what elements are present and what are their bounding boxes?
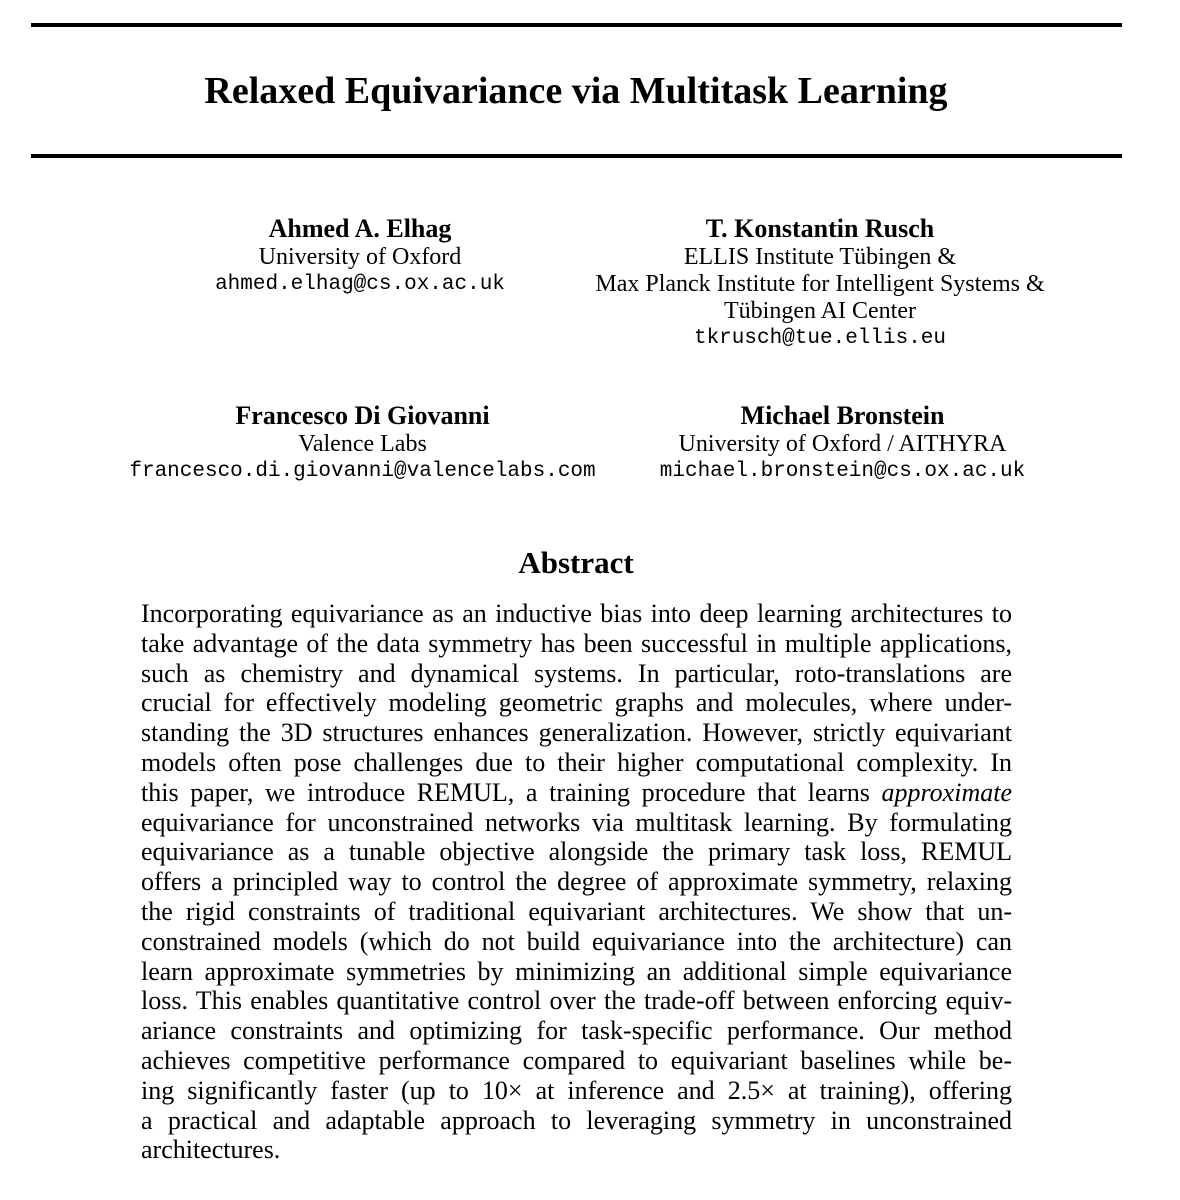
author-name: Francesco Di Giovanni <box>235 401 490 430</box>
abstract-body <box>141 599 1012 1165</box>
author-affiliation: University of Oxford / AITHYRA <box>678 431 1007 457</box>
abstract-line-text: this paper, we introduce REMUL, a training procedure that learns <box>141 777 882 807</box>
author-name: T. Konstantin Rusch <box>705 214 935 243</box>
author-block <box>150 214 570 299</box>
abstract-line: equivariance as a tunable objective alongside the primary task loss, REMUL <box>141 837 1012 867</box>
author-affiliation: Max Planck Institute for Intelligent Systems & <box>595 271 1045 297</box>
author-email: tkrusch@tue.ellis.eu <box>693 327 947 350</box>
abstract-line <box>141 778 1012 808</box>
author-email: michael.bronstein@cs.ox.ac.uk <box>659 460 1026 483</box>
emphasis-approximate: approximate <box>881 777 1012 807</box>
abstract-line: ing significantly faster (up to 10× at inference and 2.5× at training), offering <box>141 1075 1012 1105</box>
abstract-line: loss. This enables quantitative control over the trade-off between enforcing equiv- <box>141 986 1012 1016</box>
abstract-line: achieves competitive performance compared to equivariant baselines while be- <box>141 1045 1012 1075</box>
author-name: Michael Bronstein <box>740 401 945 430</box>
author-affiliation: ELLIS Institute Tübingen & <box>683 244 957 270</box>
abstract-line: models often pose challenges due to their higher computational complexity. In <box>141 747 1012 777</box>
author-block <box>100 401 625 486</box>
author-name: Ahmed A. Elhag <box>268 214 452 243</box>
author-affiliation: Tübingen AI Center <box>724 298 916 324</box>
abstract-line: standing the 3D structures enhances generalization. However, strictly equivariant <box>141 718 1012 748</box>
abstract-line: Incorporating equivariance as an inductive bias into deep learning architectures to <box>141 599 1012 628</box>
author-block <box>560 214 1080 353</box>
author-affiliation: University of Oxford <box>258 244 462 270</box>
abstract-line: offers a principled way to control the degree of approximate symmetry, relaxing <box>141 867 1012 897</box>
abstract-line: a practical and adaptable approach to leveraging symmetry in unconstrained <box>141 1105 1012 1135</box>
abstract-line: crucial for effectively modeling geometric graphs and molecules, where under- <box>141 688 1012 718</box>
author-email: francesco.di.giovanni@valencelabs.com <box>129 460 596 483</box>
abstract-line: learn approximate symmetries by minimizing an additional simple equivariance <box>141 956 1012 986</box>
abstract-line: ariance constraints and optimizing for task-specific performance. Our method <box>141 1016 1012 1046</box>
paper-title: Relaxed Equivariance via Multitask Learning <box>204 70 948 112</box>
title-rule-top <box>31 23 1122 27</box>
abstract-line: architectures. <box>141 1135 281 1165</box>
author-block <box>630 401 1055 486</box>
abstract-line: constrained models (which do not build equivariance into the architecture) can <box>141 926 1012 956</box>
author-email: ahmed.elhag@cs.ox.ac.uk <box>215 273 505 296</box>
abstract-line: the rigid constraints of traditional equivariant architectures. We show that un- <box>141 896 1012 926</box>
author-affiliation: Valence Labs <box>298 431 427 457</box>
title-rule-bottom <box>31 154 1122 158</box>
abstract-line: such as chemistry and dynamical systems. In particular, roto-translations are <box>141 658 1012 688</box>
abstract-line: equivariance for unconstrained networks via multitask learning. By formulating <box>141 807 1012 837</box>
abstract-heading: Abstract <box>518 545 634 580</box>
abstract-line: take advantage of the data symmetry has been successful in multiple applications, <box>141 628 1012 658</box>
